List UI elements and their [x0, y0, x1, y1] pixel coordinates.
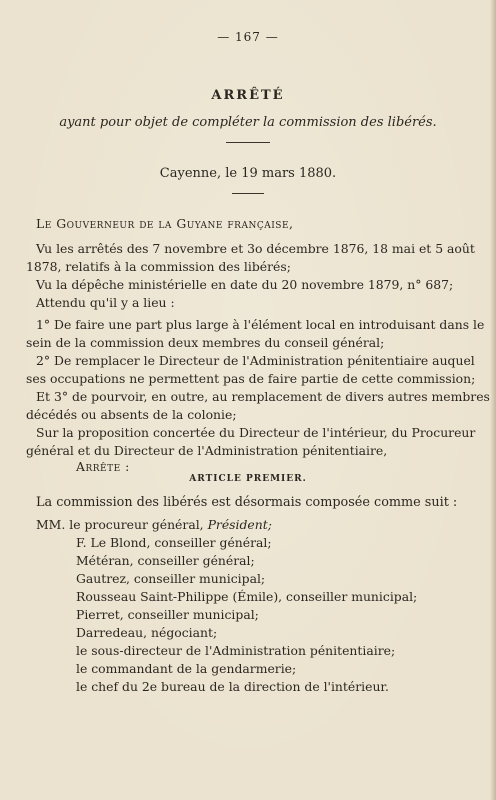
member-line: Météran, conseiller général;	[76, 553, 255, 568]
member-line: Pierret, conseiller municipal;	[76, 607, 259, 622]
member-line: F. Le Blond, conseiller général;	[76, 535, 272, 550]
member-line: Gautrez, conseiller municipal;	[76, 571, 266, 586]
document-date: Cayenne, le 19 mars 1880.	[159, 166, 337, 181]
article-heading: ARTICLE PREMIER.	[189, 474, 307, 484]
motive-line: 2° De remplacer le Directeur de l'Administration pénitentiaire auquel	[36, 353, 475, 368]
governor-heading: Le Gouverneur de la Guyane française,	[36, 216, 294, 231]
arrete-word: Arrête :	[76, 459, 130, 474]
member-line: Rousseau Saint-Philippe (Émile), conseiller municipal;	[76, 589, 418, 604]
motive-line: ses occupations ne permettent pas de faire partie de cette commission;	[26, 371, 476, 386]
document-title: ARRÊTÉ	[211, 88, 285, 103]
member-line: le commandant de la gendarmerie;	[76, 661, 297, 676]
members-prefix: MM. le procureur général,	[36, 517, 204, 532]
member-line: le chef du 2e bureau de la direction de l'intérieur.	[76, 679, 389, 694]
title-rule	[226, 142, 270, 143]
member-line: le sous-directeur de l'Administration pénitentiaire;	[76, 643, 396, 658]
motive-line: Et 3° de pourvoir, en outre, au remplacement de divers autres membres	[36, 389, 490, 404]
motive-line: général et du Directeur de l'Administration pénitentiaire,	[26, 443, 388, 458]
article-intro: La commission des libérés est désormais composée comme suit :	[36, 495, 458, 510]
president-title: Président;	[207, 517, 272, 532]
page-number: — 167 —	[217, 30, 279, 44]
document-subtitle: ayant pour objet de compléter la commission des libérés.	[59, 115, 437, 130]
motive-line: 1° De faire une part plus large à l'élément local en introduisant dans le	[36, 317, 485, 332]
motive-line: sein de la commission deux membres du conseil général;	[26, 335, 385, 350]
considerant-line: Vu la dépêche ministérielle en date du 20 novembre 1879, n° 687;	[36, 277, 454, 292]
considerant-line: Attendu qu'il y a lieu :	[36, 295, 175, 310]
motive-line: Sur la proposition concertée du Directeur de l'intérieur, du Procureur	[36, 425, 476, 440]
member-line-president	[36, 516, 448, 534]
considerant-line: Vu les arrêtés des 7 novembre et 3o décembre 1876, 18 mai et 5 août	[36, 241, 475, 256]
member-line: Darredeau, négociant;	[76, 625, 218, 640]
date-rule	[232, 193, 264, 194]
motive-line: décédés ou absents de la colonie;	[26, 407, 237, 422]
considerant-line: 1878, relatifs à la commission des libérés;	[26, 259, 291, 274]
